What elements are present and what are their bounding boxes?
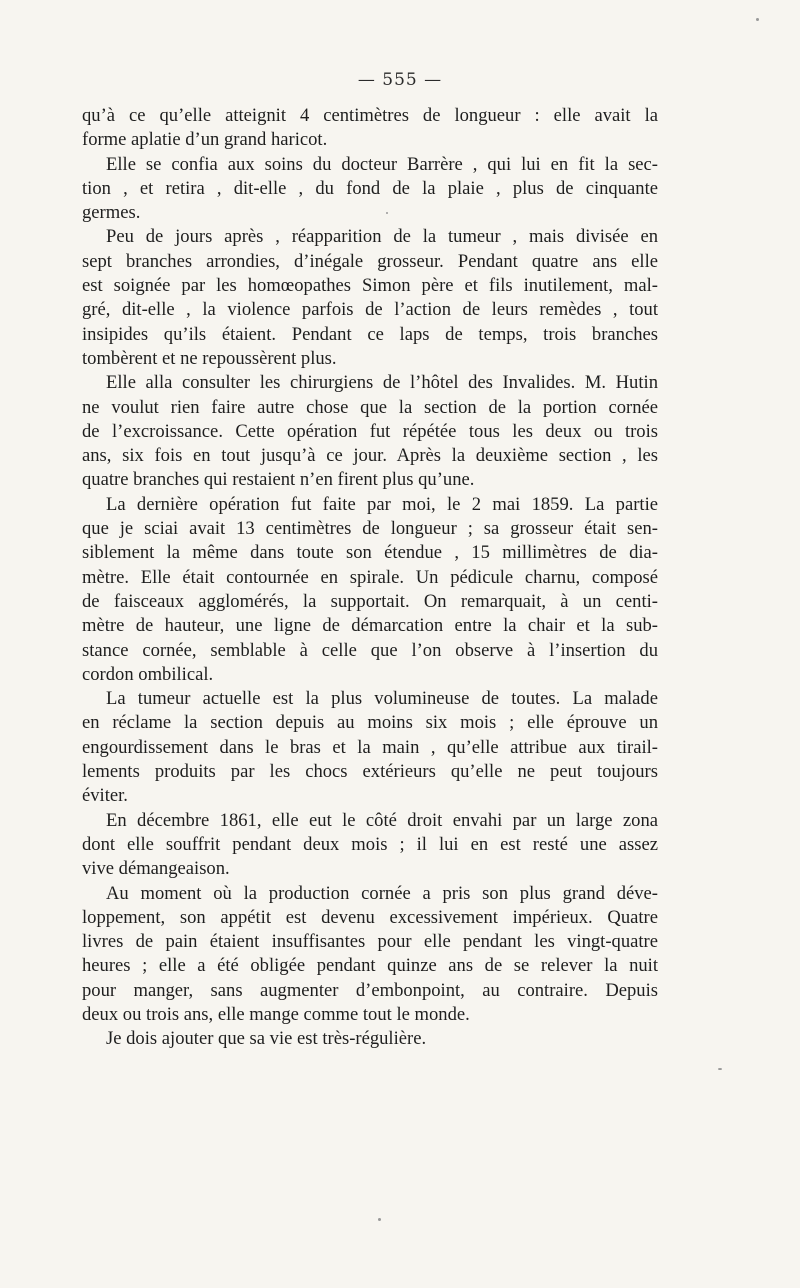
paragraph [82,882,658,1028]
text-line: dont elle souffrit pendant deux mois ; il lui en est resté une assez [82,833,658,855]
text-line: Peu de jours après , réapparition de la tumeur , mais divisée en [106,226,658,248]
paragraph [82,687,658,808]
paragraph [82,809,658,882]
paper-speck [378,1218,381,1221]
text-line: stance cornée, semblable à celle que l’on observe à l’insertion du [82,639,658,661]
text-line: en réclame la section depuis au moins six mois ; elle éprouve un [82,712,658,734]
text-line: sept branches arrondies, d’inégale grosseur. Pendant quatre ans elle [82,250,658,272]
text-line: insipides qu’ils étaient. Pendant ce laps de temps, trois branches [82,323,658,345]
paper-speck [756,18,759,21]
text-line: Au moment où la production cornée a pris son plus grand déve- [106,882,658,904]
text-line: engourdissement dans le bras et la main , qu’elle attribue aux tirail- [82,736,658,758]
text-line: forme aplatie d’un grand haricot. [82,129,328,151]
text-line: lements produits par les chocs extérieurs qu’elle ne peut toujours [82,761,658,783]
text-line: ne voulut rien faire autre chose que la section de la portion cornée [82,396,658,418]
text-line: quatre branches qui restaient n’en firent plus qu’une. [82,469,475,491]
text-line: éviter. [82,785,128,807]
text-line: loppement, son appétit est devenu excessivement impérieux. Quatre [82,906,658,928]
paper-speck [718,1068,722,1070]
text-line: de l’excroissance. Cette opération fut répétée tous les deux ou trois [82,420,658,442]
paragraph [82,1027,658,1051]
paragraph [82,104,658,153]
text-line: qu’à ce qu’elle atteignit 4 centimètres de longueur : elle avait la [82,105,658,126]
text-line: gré, dit-elle , la violence parfois de l’action de leurs remèdes , tout [82,299,658,321]
text-line: heures ; elle a été obligée pendant quinze ans de se relever la nuit [82,955,658,977]
paragraph [82,225,658,371]
paper-speck [386,212,388,214]
paragraph [82,153,658,226]
paragraph [82,371,658,492]
text-line: vive démangeaison. [82,858,230,880]
text-line: germes. [82,202,141,224]
text-line: de faisceaux agglomérés, la supportait. On remarquait, à un centi- [82,590,658,612]
text-line: mètre. Elle était contournée en spirale. Un pédicule charnu, composé [82,566,658,588]
body-text [82,104,658,1052]
text-line: mètre de hauteur, une ligne de démarcation entre la chair et la sub- [82,615,658,637]
text-line: siblement la même dans toute son étendue , 15 millimètres de dia- [82,542,658,564]
paragraph [82,493,658,687]
text-line: ans, six fois en tout jusqu’à ce jour. Après la deuxième section , les [82,445,658,467]
text-line: tombèrent et ne repoussèrent plus. [82,347,337,369]
text-line: cordon ombilical. [82,663,214,685]
text-line: La tumeur actuelle est la plus volumineuse de toutes. La malade [106,688,658,710]
text-line: La dernière opération fut faite par moi, le 2 mai 1859. La partie [106,493,658,515]
text-line: Je dois ajouter que sa vie est très-régulière. [106,1028,427,1050]
text-line: deux ou trois ans, elle mange comme tout le monde. [82,1003,470,1025]
text-line: est soignée par les homœopathes Simon père et fils inutilement, mal- [82,275,658,297]
text-line: pour manger, sans augmenter d’embonpoint, au contraire. Depuis [82,979,658,1001]
text-line: livres de pain étaient insuffisantes pour elle pendant les vingt-quatre [82,931,658,953]
text-line: tion , et retira , dit-elle , du fond de la plaie , plus de cinquante [82,177,658,199]
text-line: Elle se confia aux soins du docteur Barrère , qui lui en fit la sec- [106,153,658,175]
text-line: En décembre 1861, elle eut le côté droit envahi par un large zona [106,809,658,831]
page-number: — 555 — [357,70,443,90]
text-line: que je sciai avait 13 centimètres de longueur ; sa grosseur était sen- [82,518,658,540]
text-line: Elle alla consulter les chirurgiens de l’hôtel des Invalides. M. Hutin [106,372,658,394]
